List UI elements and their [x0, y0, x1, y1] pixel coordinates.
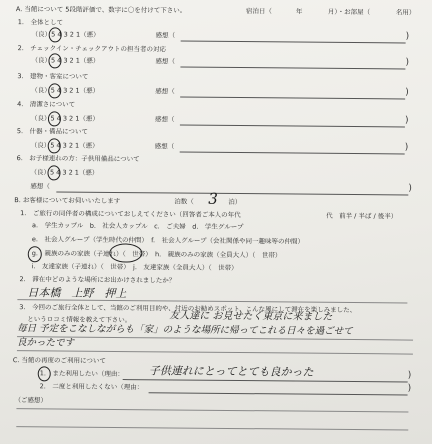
- impression-label: 感想（: [30, 182, 50, 191]
- impression-line[interactable]: [56, 191, 408, 195]
- close-paren: ): [407, 383, 412, 394]
- rating-scale: （良）5 4 3 2 1（悪）: [30, 114, 99, 123]
- item-title: 6. お子様連れの方：子供用備品について: [16, 154, 140, 164]
- rating-scale: （良）5 4 3 2 1（悪）: [31, 86, 100, 95]
- comment-label: （ご感想）: [14, 396, 48, 405]
- answer-line: [17, 336, 413, 340]
- stay-date-label: 宿泊日（: [245, 7, 272, 16]
- q3-answer-2[interactable]: 毎日 予定をこなしながらも「家」のような場所に帰ってこれる日々を過ごせて: [17, 323, 353, 338]
- close-paren: ): [405, 31, 410, 42]
- section-b-title: B. お客様についてお伺いいたします: [14, 196, 121, 206]
- impression-label: 感想（: [155, 57, 176, 66]
- impression-line[interactable]: [180, 97, 405, 100]
- option-1-reason[interactable]: 子供連れにとってとても良かった: [148, 364, 314, 379]
- impression-line[interactable]: [180, 67, 405, 70]
- q3-answer-1[interactable]: 友人達に お見せたく東京に来ました: [169, 310, 333, 323]
- year-label: 年: [295, 7, 303, 16]
- close-paren: ): [405, 57, 410, 68]
- item-title: 1. 全体として: [17, 18, 64, 27]
- impression-label: 感想（: [154, 142, 175, 151]
- reason-line[interactable]: [149, 392, 408, 395]
- nights-answer[interactable]: 3: [208, 189, 218, 208]
- age-options: 代 前半 / 半ば / 後半）: [326, 211, 398, 221]
- answer-line: [17, 350, 413, 354]
- section-c-title: C. 当館の再度のご利用について: [12, 356, 106, 365]
- item-title: 4. 清潔さについて: [17, 100, 76, 109]
- guests-label: 名用）: [395, 8, 416, 17]
- selected-rating-circle[interactable]: [48, 138, 61, 153]
- close-paren: ): [404, 142, 409, 153]
- reason-line[interactable]: [123, 379, 408, 382]
- nights-label: 泊数（: [174, 197, 194, 206]
- selected-rating-circle[interactable]: [47, 165, 60, 180]
- companion-options-2: e. 社会人グループ（学生時代の仲間） f. 社会人グループ（会社関係や同一趣味等の仲間）: [31, 235, 305, 246]
- comment-line[interactable]: [16, 426, 408, 430]
- item-title: 3. 建物・客室について: [17, 72, 89, 81]
- impression-line[interactable]: [180, 125, 405, 128]
- companion-options-4: i. 友達家族（子連れ）（ 世帯） j. 友達家族（全員大人）（ 世帯）: [31, 262, 238, 273]
- rating-scale: （良）5 4 3 2 1（悪）: [30, 168, 99, 177]
- close-paren: ): [405, 87, 409, 98]
- companion-options-1: a. 学生カップル b. 社会人カップル c. ご夫婦 d. 学生グループ: [32, 221, 244, 232]
- q3-text-2: というロコミ情報を教えて下さい。: [27, 315, 132, 325]
- rating-scale: （良）5 4 3 2 1（悪）: [31, 56, 100, 65]
- handwritten-circle: [108, 242, 144, 264]
- selected-rating-circle[interactable]: [48, 111, 61, 126]
- q2-text: 2. 滞在中どのような場所にお出かけされましたか？: [19, 275, 176, 285]
- close-paren: ): [408, 183, 412, 194]
- selected-rating-circle[interactable]: [49, 27, 62, 42]
- companion-options-3: g. 親族のみの家族（子連れ）（ 世帯） h. 親族のみの家族（全員大人）（ 世帯）: [31, 249, 282, 260]
- close-paren: ): [407, 370, 412, 381]
- selected-option-circle[interactable]: [28, 246, 42, 262]
- selected-rating-circle[interactable]: [48, 83, 61, 98]
- impression-line[interactable]: [180, 152, 405, 155]
- rating-scale: （良）5 4 3 2 1（悪）: [30, 141, 99, 150]
- rating-scale: （良）5 4 3 2 1（悪）: [31, 30, 100, 39]
- nights-unit: 泊）: [228, 197, 242, 207]
- selected-rating-circle[interactable]: [48, 53, 61, 68]
- room-label: 月）・お部屋（: [327, 7, 371, 17]
- q3-text-1: 3. 今回のご旅行全体として、当館のご利用目的や、付近のお勧めスポット、こんな風にして滞在を楽しみました、: [19, 303, 357, 315]
- close-paren: ): [404, 115, 409, 126]
- q3-answer-3[interactable]: 良かったです: [16, 337, 75, 349]
- survey-sheet: [2, 0, 432, 444]
- impression-label: 感想（: [154, 115, 175, 124]
- q1-text: 1. ご旅行の同伴者の構成についておしえてください（回答者ご本人の年代: [20, 209, 241, 220]
- option-2-text: 2. 二度と利用したくない（理由：: [39, 382, 144, 392]
- item-title: 5. 什器・備品について: [16, 127, 88, 136]
- impression-label: 感想（: [155, 31, 176, 40]
- q2-answer[interactable]: 日本橋 上野 押上: [27, 286, 127, 301]
- item-title: 2. チェックイン・チェックアウトの担当者の対応: [17, 44, 167, 54]
- comment-line[interactable]: [16, 408, 408, 412]
- impression-label: 感想（: [155, 87, 175, 96]
- impression-line[interactable]: [181, 41, 406, 44]
- option-1-text: 1. また利用したい（理由：: [39, 369, 124, 379]
- section-a-title: A. 当館について 5段階評価で、数字に〇を付けて下さい。: [15, 5, 187, 15]
